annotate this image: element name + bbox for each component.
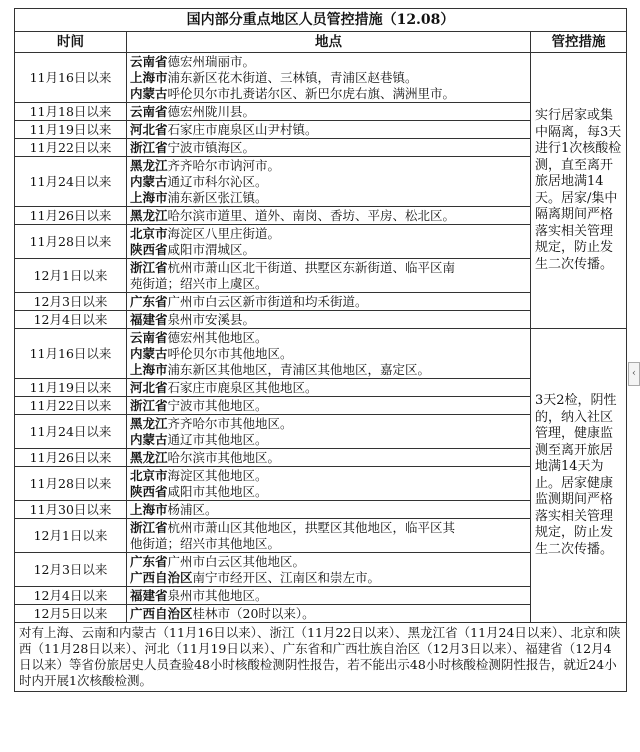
time-cell: 11月16日以来 xyxy=(15,329,127,379)
time-cell: 12月1日以来 xyxy=(15,519,127,553)
document-sheet xyxy=(14,8,626,692)
measure-cell: 实行居家或集中隔离，每3天进行1次核酸检测，直至离开旅居地满14天。居家/集中隔离期间严格落实相关管理规定，防止发生二次传播。 xyxy=(531,53,627,329)
province-name: 广东省 xyxy=(130,293,168,309)
place-line xyxy=(130,208,527,224)
province-name: 北京市 xyxy=(130,467,168,483)
place-line xyxy=(130,276,527,292)
place-detail: 泉州市其他地区。 xyxy=(167,587,268,603)
province-name: 云南省 xyxy=(130,53,168,69)
place-cell xyxy=(127,519,531,553)
place-cell xyxy=(127,157,531,207)
place-cell xyxy=(127,293,531,311)
place-detail: 德宏州瑞丽市。 xyxy=(167,53,256,69)
place-cell xyxy=(127,121,531,139)
footnote-row xyxy=(15,623,627,692)
time-cell: 12月3日以来 xyxy=(15,293,127,311)
place-line xyxy=(130,312,527,328)
place-line xyxy=(130,588,527,604)
place-cell xyxy=(127,379,531,397)
province-name: 内蒙古 xyxy=(130,173,168,189)
province-name: 广东省 xyxy=(130,553,168,569)
place-line xyxy=(130,294,527,310)
place-detail: 呼伦贝尔市扎赉诺尔区、新巴尔虎右旗、满洲里市。 xyxy=(167,85,456,101)
control-measures-table xyxy=(14,8,627,692)
province-name: 内蒙古 xyxy=(130,431,168,447)
place-line xyxy=(130,158,527,174)
place-detail: 杭州市萧山区北干街道、拱墅区东新街道、临平区南 xyxy=(167,259,456,275)
place-cell xyxy=(127,553,531,587)
side-scroll-tab[interactable]: ‹ xyxy=(628,362,640,386)
place-detail: 杨浦区。 xyxy=(167,501,218,517)
place-detail: 石家庄市鹿泉区山尹村镇。 xyxy=(167,121,318,137)
place-line xyxy=(130,86,527,102)
province-name: 浙江省 xyxy=(130,519,168,535)
place-detail: 宁波市其他地区。 xyxy=(167,397,268,413)
place-detail: 南宁市经开区、江南区和崇左市。 xyxy=(192,569,381,585)
place-line xyxy=(130,554,527,570)
header-place: 地点 xyxy=(127,32,531,53)
province-name: 上海市 xyxy=(130,189,168,205)
place-line xyxy=(130,70,527,86)
place-line xyxy=(130,484,527,500)
province-name: 上海市 xyxy=(130,69,168,85)
province-name: 上海市 xyxy=(130,501,168,517)
place-line xyxy=(130,432,527,448)
province-name: 内蒙古 xyxy=(130,85,168,101)
place-cell xyxy=(127,467,531,501)
place-line xyxy=(130,520,527,536)
place-cell xyxy=(127,139,531,157)
time-cell: 11月28日以来 xyxy=(15,467,127,501)
province-name: 广西自治区 xyxy=(130,605,193,621)
place-cell xyxy=(127,103,531,121)
time-cell: 11月26日以来 xyxy=(15,207,127,225)
place-line xyxy=(130,398,527,414)
province-name: 浙江省 xyxy=(130,397,168,413)
time-cell: 11月18日以来 xyxy=(15,103,127,121)
place-detail: 咸阳市渭城区。 xyxy=(167,241,256,257)
place-line xyxy=(130,346,527,362)
title-row xyxy=(15,9,627,32)
place-detail: 哈尔滨市道里、道外、南岗、香坊、平房、松北区。 xyxy=(167,207,456,223)
province-name: 黑龙江 xyxy=(130,415,168,431)
time-cell: 12月5日以来 xyxy=(15,605,127,623)
province-name: 云南省 xyxy=(130,329,168,345)
place-cell xyxy=(127,311,531,329)
place-detail: 苑街道；绍兴市上虞区。 xyxy=(130,275,268,291)
place-detail: 他街道；绍兴市其他地区。 xyxy=(130,535,281,551)
province-name: 黑龙江 xyxy=(130,207,168,223)
province-name: 浙江省 xyxy=(130,139,168,155)
table-row xyxy=(15,329,627,379)
province-name: 北京市 xyxy=(130,225,168,241)
place-detail: 呼伦贝尔市其他地区。 xyxy=(167,345,293,361)
place-detail: 海淀区八里庄街道。 xyxy=(167,225,281,241)
place-cell xyxy=(127,449,531,467)
place-line xyxy=(130,174,527,190)
place-cell xyxy=(127,329,531,379)
place-detail: 石家庄市鹿泉区其他地区。 xyxy=(167,379,318,395)
place-detail: 浦东新区花木街道、三林镇，青浦区赵巷镇。 xyxy=(167,69,418,85)
header-time: 时间 xyxy=(15,32,127,53)
place-detail: 咸阳市其他地区。 xyxy=(167,483,268,499)
time-cell: 11月16日以来 xyxy=(15,53,127,103)
province-name: 福建省 xyxy=(130,311,168,327)
time-cell: 11月24日以来 xyxy=(15,157,127,207)
place-line xyxy=(130,450,527,466)
place-detail: 宁波市镇海区。 xyxy=(167,139,256,155)
place-detail: 通辽市科尔沁区。 xyxy=(167,173,268,189)
place-line xyxy=(130,104,527,120)
place-cell xyxy=(127,587,531,605)
measure-cell: 3天2检，阴性的，纳入社区管理，健康监测至离开旅居地满14天为止。居家健康监测期间严格落实相关管理规定，防止发生二次传播。 xyxy=(531,329,627,623)
province-name: 内蒙古 xyxy=(130,345,168,361)
place-line xyxy=(130,260,527,276)
place-detail: 德宏州陇川县。 xyxy=(167,103,256,119)
time-cell: 11月19日以来 xyxy=(15,121,127,139)
time-cell: 11月19日以来 xyxy=(15,379,127,397)
place-cell xyxy=(127,53,531,103)
place-line xyxy=(130,380,527,396)
place-line xyxy=(130,242,527,258)
place-line xyxy=(130,570,527,586)
province-name: 黑龙江 xyxy=(130,449,168,465)
place-detail: 齐齐哈尔市讷河市。 xyxy=(167,157,281,173)
place-cell xyxy=(127,225,531,259)
place-line xyxy=(130,140,527,156)
table-title: 国内部分重点地区人员管控措施（12.08） xyxy=(15,9,627,32)
place-line xyxy=(130,502,527,518)
province-name: 广西自治区 xyxy=(130,569,193,585)
place-line xyxy=(130,54,527,70)
province-name: 云南省 xyxy=(130,103,168,119)
place-detail: 浦东新区其他地区，青浦区其他地区，嘉定区。 xyxy=(167,361,431,377)
place-detail: 通辽市其他地区。 xyxy=(167,431,268,447)
footnote-text: 对有上海、云南和内蒙古（11月16日以来）、浙江（11月22日以来）、黑龙江省（11月24日以来）、北京和陕西（11月28日以来）、河北（11月19日以来）、广东省和广西壮族自治区（12月3日以来）、福建省（12月4日以来）等省份旅居史人员查验48小时核酸检测阴性报告，若不能出示48小时核酸检测阴性报告，就近24小时内开展1次核酸检测。 xyxy=(15,623,627,692)
province-name: 黑龙江 xyxy=(130,157,168,173)
place-line xyxy=(130,606,527,622)
province-name: 陕西省 xyxy=(130,483,168,499)
header-row xyxy=(15,32,627,53)
place-cell xyxy=(127,415,531,449)
place-line xyxy=(130,536,527,552)
place-cell xyxy=(127,501,531,519)
time-cell: 12月1日以来 xyxy=(15,259,127,293)
place-line xyxy=(130,416,527,432)
place-line xyxy=(130,362,527,378)
time-cell: 11月24日以来 xyxy=(15,415,127,449)
province-name: 上海市 xyxy=(130,361,168,377)
place-cell xyxy=(127,207,531,225)
table-row xyxy=(15,53,627,103)
province-name: 福建省 xyxy=(130,587,168,603)
header-measure: 管控措施 xyxy=(531,32,627,53)
time-cell: 12月4日以来 xyxy=(15,587,127,605)
time-cell: 11月30日以来 xyxy=(15,501,127,519)
place-line xyxy=(130,190,527,206)
time-cell: 11月28日以来 xyxy=(15,225,127,259)
time-cell: 11月22日以来 xyxy=(15,397,127,415)
place-line xyxy=(130,226,527,242)
province-name: 河北省 xyxy=(130,379,168,395)
place-detail: 哈尔滨市其他地区。 xyxy=(167,449,281,465)
province-name: 河北省 xyxy=(130,121,168,137)
place-line xyxy=(130,468,527,484)
time-cell: 11月22日以来 xyxy=(15,139,127,157)
place-cell xyxy=(127,259,531,293)
place-detail: 德宏州其他地区。 xyxy=(167,329,268,345)
time-cell: 11月26日以来 xyxy=(15,449,127,467)
place-detail: 齐齐哈尔市其他地区。 xyxy=(167,415,293,431)
place-cell xyxy=(127,397,531,415)
place-line xyxy=(130,122,527,138)
place-detail: 泉州市安溪县。 xyxy=(167,311,256,327)
time-cell: 12月4日以来 xyxy=(15,311,127,329)
place-detail: 海淀区其他地区。 xyxy=(167,467,268,483)
place-cell xyxy=(127,605,531,623)
province-name: 浙江省 xyxy=(130,259,168,275)
time-cell: 12月3日以来 xyxy=(15,553,127,587)
province-name: 陕西省 xyxy=(130,241,168,257)
place-detail: 广州市白云区其他地区。 xyxy=(167,553,306,569)
place-detail: 浦东新区张江镇。 xyxy=(167,189,268,205)
place-detail: 桂林市（20时以来）。 xyxy=(192,605,315,621)
place-detail: 杭州市萧山区其他地区，拱墅区其他地区，临平区其 xyxy=(167,519,456,535)
place-detail: 广州市白云区新市街道和均禾街道。 xyxy=(167,293,368,309)
place-line xyxy=(130,330,527,346)
